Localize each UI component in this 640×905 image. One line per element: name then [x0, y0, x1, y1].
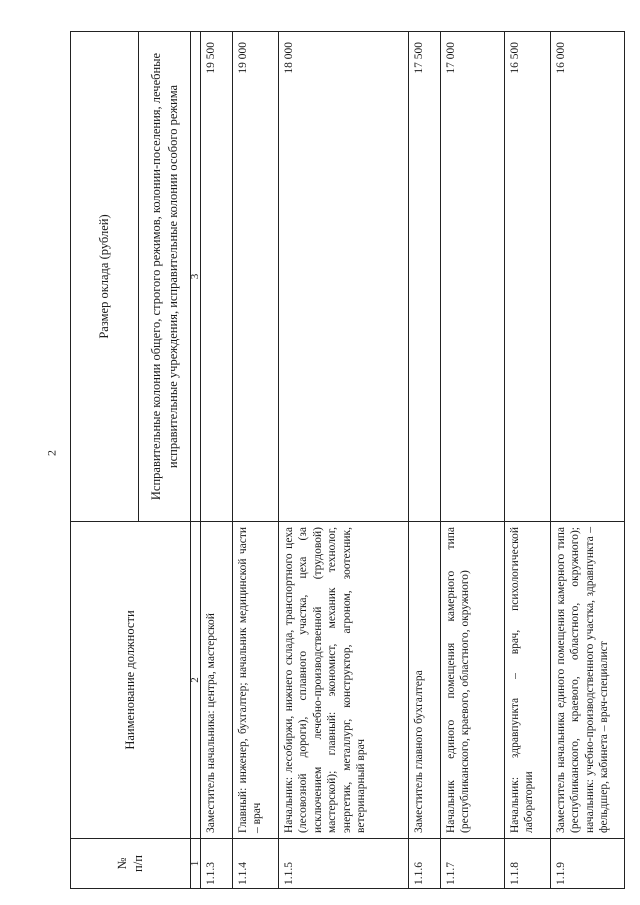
row-position: Заместитель главного бухгалтера [409, 522, 441, 839]
row-position: Начальник единого помещения камерного типа (республиканского, краевого, областного, окружного) [441, 522, 505, 839]
row-position: Начальник: лесобиржи, нижнего склада, транспортного цеха (лесовозной дороги), сплавного участка, цеха (за исключением лечебно-производственной (трудовой) мастерской); главный: экономист, механик технолог, энергетик, металлург, конструктор, агроном, зоотехник, ветеринарный врач [279, 522, 409, 839]
table-row [279, 32, 409, 889]
row-num: 1.1.4 [233, 839, 279, 889]
row-salary: 17 500 [409, 32, 441, 522]
row-num: 1.1.7 [441, 839, 505, 889]
row-position: Главный: инженер, бухгалтер; начальник медицинской части – врач [233, 522, 279, 839]
row-salary: 19 000 [233, 32, 279, 522]
salary-table [70, 31, 625, 889]
header-salary: Размер оклада (рублей) [71, 32, 139, 522]
table-row [201, 32, 233, 889]
header-salary-subtitle: Исправительные колонии общего, строгого режимов, колонии-поселения, лечебные исправительные учреждения, исправительные колонии особого режима [139, 32, 191, 522]
row-salary: 19 500 [201, 32, 233, 522]
column-number: 1 [191, 839, 201, 889]
row-position: Начальник: здравпункта – врач, психологической лаборатории [505, 522, 551, 839]
row-num: 1.1.6 [409, 839, 441, 889]
header-num: № п/п [71, 839, 191, 889]
header-position: Наименование должности [71, 522, 191, 839]
row-num: 1.1.9 [551, 839, 625, 889]
table-row [505, 32, 551, 889]
table-row [233, 32, 279, 889]
table-row [441, 32, 505, 889]
column-number: 2 [191, 522, 201, 839]
row-num: 1.1.8 [505, 839, 551, 889]
row-salary: 18 000 [279, 32, 409, 522]
row-num: 1.1.5 [279, 839, 409, 889]
table-row [551, 32, 625, 889]
table-row [409, 32, 441, 889]
row-position: Заместитель начальника единого помещения камерного типа (республиканского, краевого, областного, окружного); начальник: учебно-производственного участка, здравпункта – фельдшер, кабинета – врач-специалист [551, 522, 625, 839]
row-salary: 16 500 [505, 32, 551, 522]
page-number: 2 [44, 450, 59, 456]
row-salary: 17 000 [441, 32, 505, 522]
column-number: 3 [191, 32, 201, 522]
row-num: 1.1.3 [201, 839, 233, 889]
rotated-sheet [70, 32, 625, 889]
row-position: Заместитель начальника: центра, мастерской [201, 522, 233, 839]
row-salary: 16 000 [551, 32, 625, 522]
